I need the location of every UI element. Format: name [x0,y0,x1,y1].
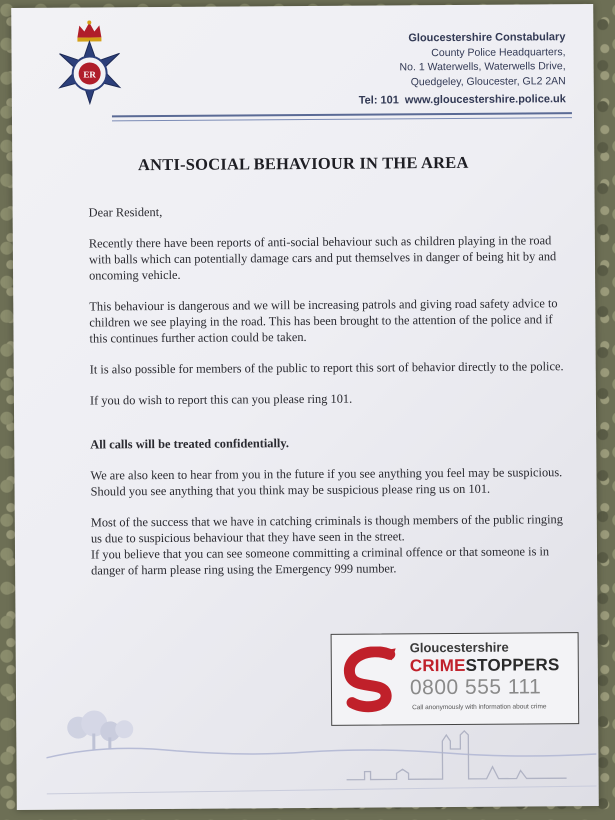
crimestoppers-phone: 0800 555 111 [409,675,542,700]
letter-title: ANTI-SOCIAL BEHAVIOUR IN THE AREA [137,152,469,175]
paragraph: If you believe that you can see someone committing a criminal offence or that someone is in danger of harm please ring using the Emergency 999 number. [90,544,550,578]
wordmark-stoppers: STOPPERS [465,655,560,675]
crimestoppers-tagline: Call anonymously with information about crime [412,703,547,712]
header-rule-thin [112,117,572,121]
salutation: Dear Resident, [88,204,163,220]
crest-monogram: ER [83,69,96,80]
org-name: Gloucestershire Constabulary [408,31,566,45]
paragraph: We are also keen to hear from you in the future if you see anything you feel may be suspicious. Should you see anything that you think may be suspicious please ring us on 101. [90,465,563,499]
police-crest-icon [51,17,128,108]
address-line-2: No. 1 Waterwells, Waterwells Drive, [399,60,566,74]
address-line-1: County Police Headquarters, [431,45,566,59]
confidential-notice: All calls will be treated confidentially. [90,436,290,452]
address-line-3: Quedgeley, Gloucester, GL2 2AN [410,74,566,88]
paragraph: It is also possible for members of the public to report this sort of behavior directly to the police. [89,359,564,377]
paragraph: This behaviour is dangerous and we will be increasing patrols and giving road safety advice to children we see playing in the road. This has been brought to the attention of the police and if this continues further action could be taken. [89,296,558,346]
letter-body [89,201,570,593]
trees-illustration [67,710,133,749]
crimestoppers-logo-icon [340,646,402,712]
paragraph: Most of the success that we have in catching criminals is though members of the public ringing us due to suspicious behaviour that they have seen in the street. [90,512,563,546]
police-address-block [325,30,566,108]
website-link[interactable]: www.gloucestershire.police.uk [404,93,566,107]
paragraph: Recently there have been reports of anti-social behaviour such as children playing in the road with balls which can potentially damage cars and put themselves in danger of being hit by and oncoming vehicle. [88,233,557,283]
header-rule [112,112,572,117]
telephone: Tel: 101 [358,94,399,107]
paragraph: If you do wish to report this can you please ring 101. [89,391,353,408]
crimestoppers-wordmark [410,655,560,676]
contact-line [326,92,566,108]
crimestoppers-region: Gloucestershire [409,639,509,656]
gloucester-skyline-illustration [46,704,597,798]
letter-page [11,4,599,810]
wordmark-crime: CRIME [409,655,466,676]
crown-icon [77,20,101,41]
